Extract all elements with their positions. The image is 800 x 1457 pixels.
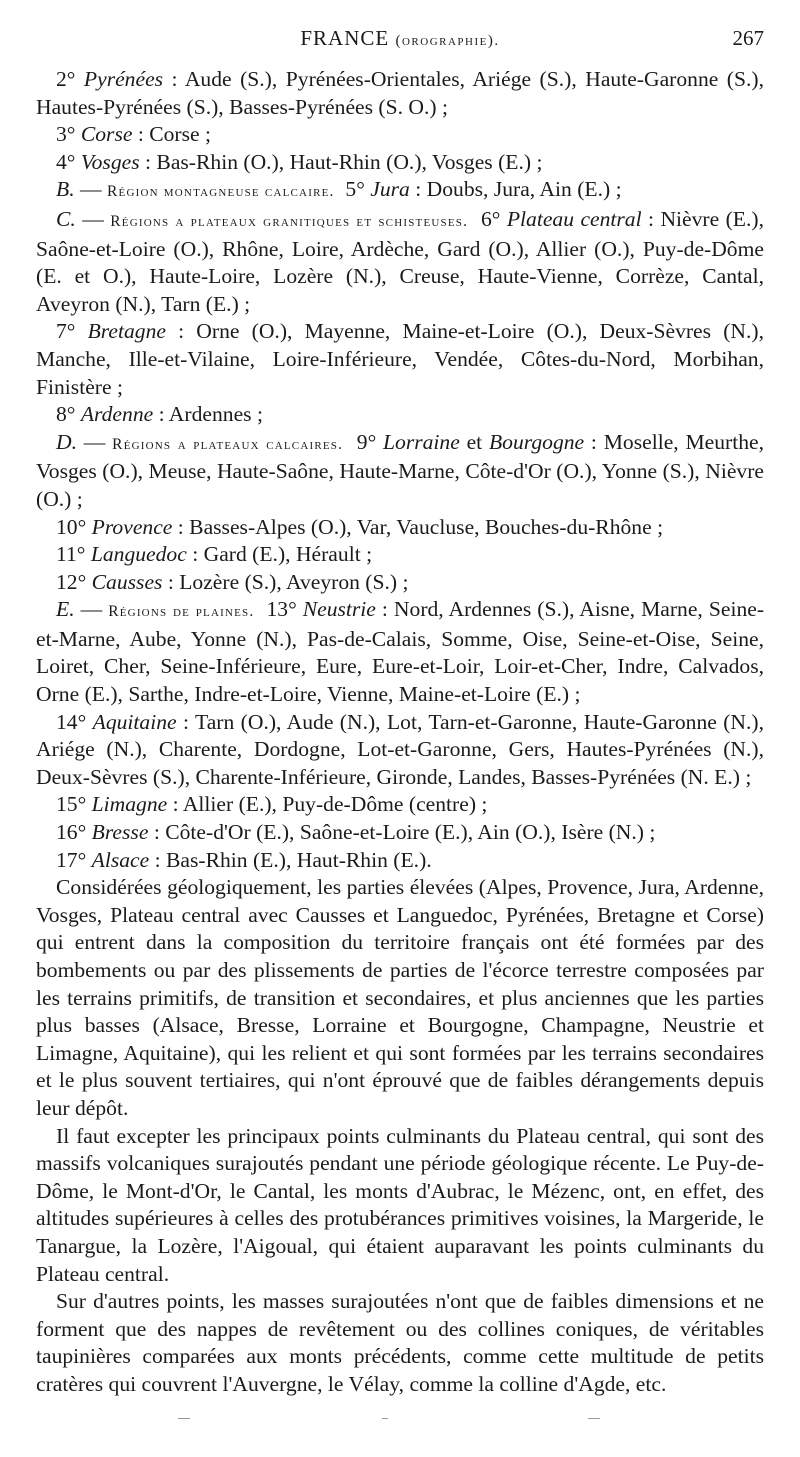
entry-text: : Aude (S.), Pyrénées-Orientales, Ariége (S.), Haute-Garonne (S.), Hautes-Pyrénées (S.), Basses-Pyrénées (S. O.) ; bbox=[36, 67, 764, 119]
section-letter: C. bbox=[56, 206, 76, 231]
entry-17 bbox=[36, 847, 764, 875]
region-name: Provence bbox=[91, 514, 173, 539]
section-letter: D. bbox=[56, 429, 77, 454]
entry-3 bbox=[36, 121, 764, 149]
entry-number: 8° bbox=[56, 402, 76, 427]
region-name: Bretagne bbox=[87, 319, 166, 344]
region-name: Alsace bbox=[91, 847, 150, 872]
section-dash: — bbox=[74, 177, 107, 202]
region-name: Jura bbox=[370, 177, 410, 202]
entry-number: 17° bbox=[56, 847, 87, 872]
section-heading: Région montagneuse calcaire. bbox=[106, 183, 335, 201]
footer-mark bbox=[382, 1418, 388, 1419]
entry-text: : Basses-Alpes (O.), Var, Vaucluse, Bouches-du-Rhône ; bbox=[172, 514, 664, 539]
entry-number: 3° bbox=[56, 122, 76, 147]
section-dash: — bbox=[75, 206, 111, 231]
title-subtitle: (orographie). bbox=[395, 33, 500, 49]
entry-text: : Gard (E.), Hérault ; bbox=[186, 542, 373, 567]
entry-10 bbox=[36, 514, 764, 542]
region-name: Lorraine bbox=[383, 429, 460, 454]
region-name: Pyrénées bbox=[83, 67, 164, 91]
page-number: 267 bbox=[732, 26, 764, 50]
entry-15 bbox=[36, 791, 764, 819]
entry-12 bbox=[36, 569, 764, 597]
entry-text: : Côte-d'Or (E.), Saône-et-Loire (E.), Ain (O.), Isère (N.) ; bbox=[148, 820, 656, 845]
entry-16 bbox=[36, 819, 764, 847]
section-heading: Régions de plaines. bbox=[108, 603, 255, 621]
entry-text: : Bas-Rhin (E.), Haut-Rhin (E.). bbox=[149, 847, 432, 872]
section-heading: Régions a plateaux granitiques et schisteuses. bbox=[110, 212, 469, 230]
entry-text: : Orne (O.), Mayenne, Maine-et-Loire (O.), Deux-Sèvres (N.), Manche, Ille-et-Vilaine, Loire-Inférieure, Vendée, Côtes-du-Nord, Morbihan, Finistère ; bbox=[36, 319, 764, 399]
footer-mark bbox=[588, 1418, 600, 1419]
section-letter: E. bbox=[56, 597, 75, 622]
running-title bbox=[0, 26, 800, 51]
paragraph-geology: Considérées géologiquement, les parties élevées (Alpes, Provence, Jura, Ardenne, Vosges, Plateau central avec Causses et Languedoc, Pyrénées, Bretagne et Corse) qui entrent dans la composition du territoire français ont été formées par des bombements ou par des plissements de parties de l'écorce terrestre composées par les terrains primitifs, de transition et secondaires, et plus anciennes que les parties plus basses (Alsace, Bresse, Lorraine et Bourgogne, Champagne, Neustrie et Limagne, Aquitaine), qui les relient et qui sont formées par les terrains secondaires et le plus souvent tertiaires, qui n'ont éprouvé que de faibles dérangements depuis leur dépôt. bbox=[36, 875, 764, 1120]
entry-8 bbox=[36, 401, 764, 429]
entry-number: 9° bbox=[356, 429, 377, 454]
region-name: Causses bbox=[91, 569, 163, 594]
entry-2 bbox=[36, 66, 764, 121]
entry-number: 5° bbox=[345, 177, 365, 202]
entry-text: : Ardennes ; bbox=[153, 402, 263, 427]
entry-text: : Bas-Rhin (O.), Haut-Rhin (O.), Vosges (E.) ; bbox=[139, 149, 543, 174]
region-name: Neustrie bbox=[302, 597, 376, 622]
entry-text: : Lozère (S.), Aveyron (S.) ; bbox=[162, 569, 409, 594]
section-dash: — bbox=[74, 597, 109, 622]
entry-number: 2° bbox=[56, 67, 76, 91]
region-name: Vosges bbox=[80, 149, 140, 174]
entry-text: : Corse ; bbox=[132, 122, 212, 147]
running-head bbox=[0, 26, 800, 56]
entry-number: 7° bbox=[56, 319, 76, 344]
footer-marks bbox=[0, 1418, 800, 1428]
section-heading: Régions a plateaux calcaires. bbox=[112, 435, 344, 453]
body-text bbox=[36, 66, 764, 1399]
entry-number: 15° bbox=[56, 792, 87, 817]
region-name: Bresse bbox=[91, 820, 149, 845]
paragraph-small-masses: Sur d'autres points, les masses surajoutées n'ont que de faibles dimensions et ne forment que des nappes de revêtement ou des collines coniques, de véritables taupinières comparées aux monts précédents, comme cette multitude de petits cratères qui couvrent l'Auvergne, le Vélay, comme la colline d'Agde, etc. bbox=[36, 1289, 764, 1396]
section-dash: — bbox=[77, 429, 113, 454]
region-name: Plateau central bbox=[506, 206, 642, 231]
region-name: Aquitaine bbox=[92, 709, 177, 734]
region-conjunction: et bbox=[459, 429, 489, 454]
entry-text: : Tarn (O.), Aude (N.), Lot, Tarn-et-Garonne, Haute-Garonne (N.), Ariége (N.), Charente, Dordogne, Lot-et-Garonne, Gers, Hautes-Pyrénées (N.), Deux-Sèvres (S.), Charente-Inférieure, Gironde, Landes, Basses-Pyrénées (N. E.) ; bbox=[36, 709, 764, 789]
entry-text: : Allier (E.), Puy-de-Dôme (centre) ; bbox=[167, 792, 488, 817]
entry-7 bbox=[36, 318, 764, 401]
section-e bbox=[36, 596, 764, 708]
entry-text: : Nord, Ardennes (S.), Aisne, Marne, Seine-et-Marne, Aube, Yonne (N.), Pas-de-Calais, Somme, Oise, Seine-et-Oise, Seine, Loiret, Cher, Seine-Inférieure, Eure, Eure-et-Loir, Loir-et-Cher, Indre, Calvados, Orne (E.), Sarthe, Indre-et-Loire, Vienne, Maine-et-Loire (E.) ; bbox=[36, 597, 765, 707]
section-b bbox=[36, 176, 764, 206]
section-letter: B. bbox=[56, 177, 75, 202]
paragraph-volcanic: Il faut excepter les principaux points culminants du Plateau central, qui sont des massifs volcaniques surajoutés pendant une période géologique récente. Le Puy-de-Dôme, le Mont-d'Or, le Cantal, les monts d'Aubrac, le Mézenc, ont, en effet, des altitudes supérieures à celles des protubérances primitives voisines, la Margeride, le Tanargue, la Lozère, l'Aigoual, qui étaient auparavant les points culminants du Plateau central. bbox=[36, 1123, 764, 1286]
entry-number: 10° bbox=[56, 514, 87, 539]
entry-number: 6° bbox=[481, 206, 501, 231]
region-name: Corse bbox=[80, 122, 133, 147]
entry-text: : Doubs, Jura, Ain (E.) ; bbox=[409, 177, 622, 202]
region-name: Languedoc bbox=[90, 542, 187, 567]
title-text: FRANCE bbox=[300, 26, 390, 50]
region-name: Limagne bbox=[91, 792, 168, 817]
entry-number: 11° bbox=[56, 542, 86, 567]
entry-number: 14° bbox=[56, 709, 87, 734]
entry-text: : Nièvre (E.), Saône-et-Loire (O.), Rhône, Loire, Ardèche, Gard (O.), Allier (O.), Puy-de-Dôme (E. et O.), Haute-Loire, Lozère (N.), Creuse, Haute-Vienne, Corrèze, Cantal, Aveyron (N.), Tarn (E.) ; bbox=[36, 206, 764, 316]
entry-14 bbox=[36, 709, 764, 792]
region-name: Ardenne bbox=[80, 402, 154, 427]
footer-mark bbox=[178, 1418, 190, 1419]
region-name-2: Bourgogne bbox=[488, 429, 585, 454]
entry-number: 4° bbox=[56, 149, 76, 174]
entry-text: : Moselle, Meurthe, Vosges (O.), Meuse, Haute-Saône, Haute-Marne, Côte-d'Or (O.), Yonne (S.), Nièvre (O.) ; bbox=[36, 429, 765, 511]
entry-11 bbox=[36, 541, 764, 569]
section-d bbox=[36, 429, 764, 514]
entry-number: 16° bbox=[56, 820, 87, 845]
entry-number: 13° bbox=[266, 597, 297, 622]
entry-4 bbox=[36, 149, 764, 177]
section-c bbox=[36, 206, 764, 318]
entry-number: 12° bbox=[56, 569, 87, 594]
